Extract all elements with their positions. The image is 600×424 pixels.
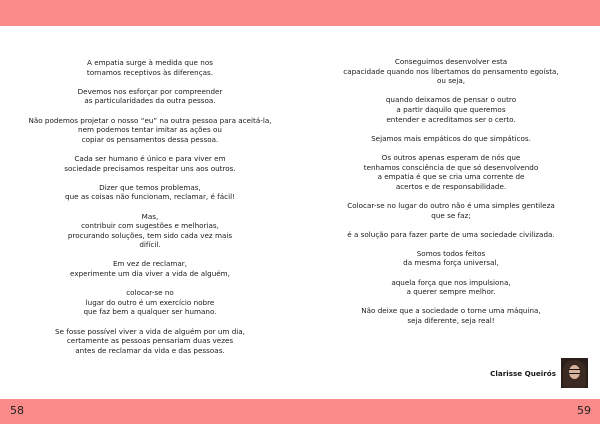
paragraph: quando deixamos de pensar o outro a partir daquilo que queremos entender e acreditamos ser o certo. [385,95,517,124]
bottom-color-band [0,399,600,424]
paragraph: colocar-se no lugar do outro é um exercício nobre que faz bem a qualquer ser humano. [83,288,217,317]
right-page-text [326,57,576,335]
paragraph: Devemos nos esforçar por compreender as particularidades da outra pessoa. [77,86,223,106]
paragraph: Não podemos projetar o nosso “eu” na outra pessoa para aceitá-la, nem podemos tentar imitar as ações ou copiar os pensamentos dessa pessoa. [28,115,272,144]
paragraph: aquela força que nos impulsiona, a querer sempre melhor. [391,277,511,297]
paragraph: Os outros apenas esperam de nós que tenhamos consciência de que só desenvolvendo a empatia é que se cria uma corrente de acertos e de responsabilidade. [363,152,539,191]
paragraph: Sejamos mais empáticos do que simpáticos. [371,133,531,143]
top-color-band [0,0,600,26]
paragraph: Em vez de reclamar, experimente um dia viver a vida de alguém, [70,259,230,279]
paragraph: é a solução para fazer parte de uma sociedade civilizada. [347,229,555,239]
paragraph: Somos todos feitos da mesma força universal, [403,248,499,268]
photo-glasses [569,369,580,374]
page-number-right: 59 [577,404,591,417]
paragraph: Dizer que temos problemas, que as coisas não funcionam, reclamar, é fácil! [65,182,235,202]
paragraph: Não deixe que a sociedade o torne uma máquina, seja diferente, seja real! [361,306,541,326]
page-number-left: 58 [10,404,24,417]
paragraph: A empatia surge à medida que nos tornamos receptivos às diferenças. [86,58,214,77]
paragraph: Cada ser humano é único e para viver em sociedade precisamos respeitar uns aos outros. [64,153,236,173]
author-name: Clarisse Queirós [490,369,556,378]
author-photo [561,358,588,388]
paragraph: Colocar-se no lugar do outro não é uma simples gentileza que se faz; [347,200,555,220]
left-page-text [25,58,275,365]
paragraph: Se fosse possível viver a vida de alguém por um dia, certamente as pessoas pensariam duas vezes antes de reclamar da vida e das pessoas. [55,326,245,355]
paragraph: Mas, contribuir com sugestões e melhorias, procurando soluções, tem sido cada vez mais difícil. [67,211,233,250]
paragraph: Conseguimos desenvolver esta capacidade quando nos libertamos do pensamento egoísta, ou seja, [343,57,559,86]
